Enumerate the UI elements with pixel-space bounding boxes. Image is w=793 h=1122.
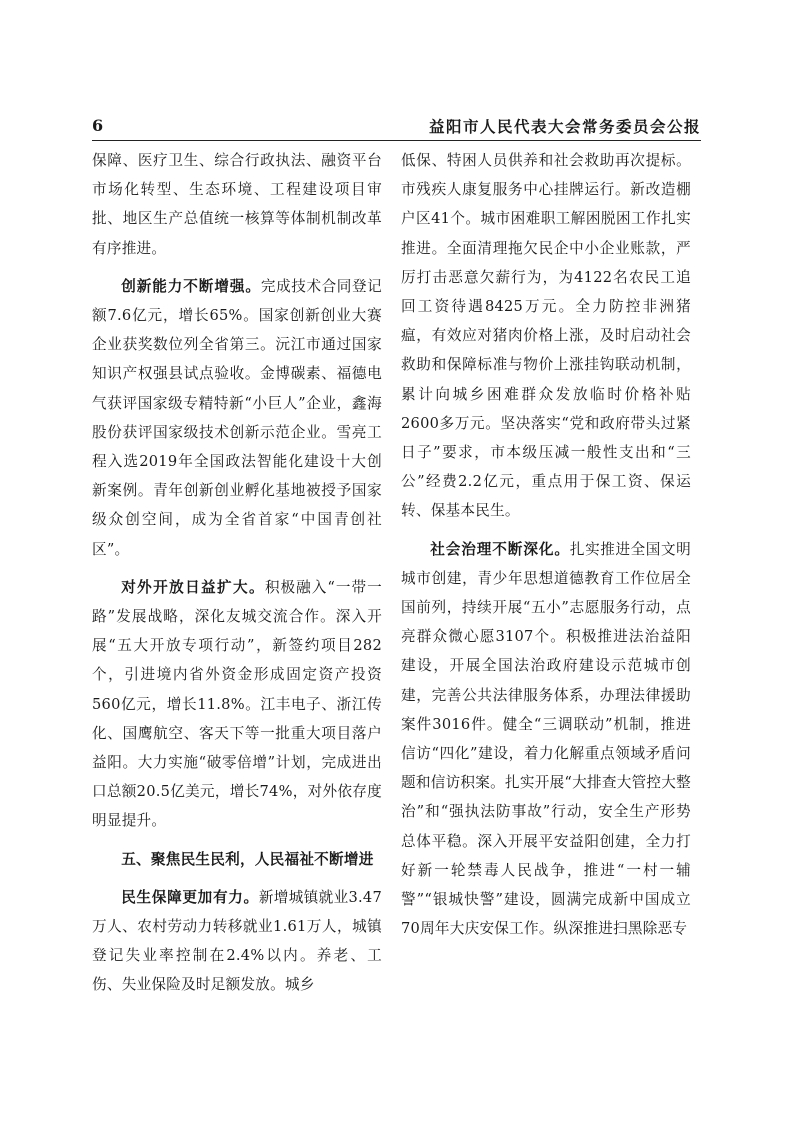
paragraph-livelihood [92, 883, 382, 1000]
paragraph-body: 完成技术合同登记额7.6亿元，增长65%。国家创新创业大赛企业获奖数位列全省第三。沅江市通过国家知识产权强县试点验收。金博碳素、福德电气获评国家级专精特新“小巨人”企业，鑫海股份获评国家级技术创新示范企业。雪亮工程入选2019年全国政法智能化建设十大创新案例。青年创新创业孵化基地被授予国家级众创空间，成为全省首家“中国青创社区”。 [92, 277, 382, 558]
paragraph: 低保、特困人员供养和社会救助再次提标。市残疾人康复服务中心挂牌运行。新改造棚户区41个。城市困难职工解困脱困工作扎实推进。全面清理拖欠民企中小企业账款，严厉打击恶意欠薪行为，为4122名农民工追回工资待遇8425万元。全力防控非洲猪瘟，有效应对猪肉价格上涨，及时启动社会救助和保障标准与物价上涨挂钩联动机制，累计向城乡困难群众发放临时价格补贴2600多万元。坚决落实“党和政府带头过紧日子”要求，市本级压减一般性支出和“三公”经费2.2亿元，重点用于保工资、保运转、保基本民生。 [401, 152, 691, 520]
right-column [401, 146, 691, 943]
paragraph-body: 新增城镇就业3.47万人、农村劳动力转移就业1.61万人，城镇登记失业率控制在2.4%以内。养老、工伤、失业保险及时足额发放。城乡 [92, 888, 383, 994]
paragraph-body: 积极融入“一带一路”发展战略，深化友城交流合作。深入开展“五大开放专项行动”，新签约项目282个，引进境内省外资金形成固定资产投资560亿元，增长11.8%。江丰电子、浙江传化、国鹰航空、客天下等一批重大项目落户益阳。大力实施“破零倍增”计划，完成进出口总额20.5亿美元，增长74%，对外依存度明显提升。 [92, 578, 382, 830]
left-column [92, 146, 382, 1000]
paragraph-lead: 民生保障更加有力。 [121, 888, 259, 906]
page-header [92, 112, 701, 141]
paragraph-opening-up [92, 573, 382, 836]
journal-title: 益阳市人民代表大会常务委员会公报 [428, 118, 701, 136]
paragraph-lead: 对外开放日益扩大。 [121, 578, 265, 596]
paragraph: 保障、医疗卫生、综合行政执法、融资平台市场化转型、生态环境、工程建设项目审批、地区生产总值统一核算等体制机制改革有序推进。 [92, 152, 382, 257]
section-heading-5: 五、聚焦民生民利，人民福祉不断增进 [121, 850, 374, 868]
paragraph-social-governance [401, 535, 691, 944]
paragraph-lead: 创新能力不断增强。 [121, 277, 261, 295]
paragraph-lead: 社会治理不断深化。 [430, 540, 570, 558]
paragraph-body: 扎实推进全国文明城市创建，青少年思想道德教育工作位居全国前列，持续开展“五小”志愿服务行动，点亮群众微心愿3107个。积极推进法治益阳建设，开展全国法治政府建设示范城市创建，完善公共法律服务体系，办理法律援助案件3016件。健全“三调联动”机制，推进信访“四化”建设，着力化解重点领域矛盾问题和信访积案。扎实开展“大排查大管控大整治”和“强执法防事故”行动，安全生产形势总体平稳。深入开展平安益阳创建，全力打好新一轮禁毒人民战争，推进“一村一辅警”“银城快警”建设，圆满完成新中国成立70周年大庆安保工作。纵深推进扫黑除恶专 [401, 540, 691, 938]
paragraph-innovation [92, 272, 382, 564]
page-number: 6 [92, 116, 104, 135]
